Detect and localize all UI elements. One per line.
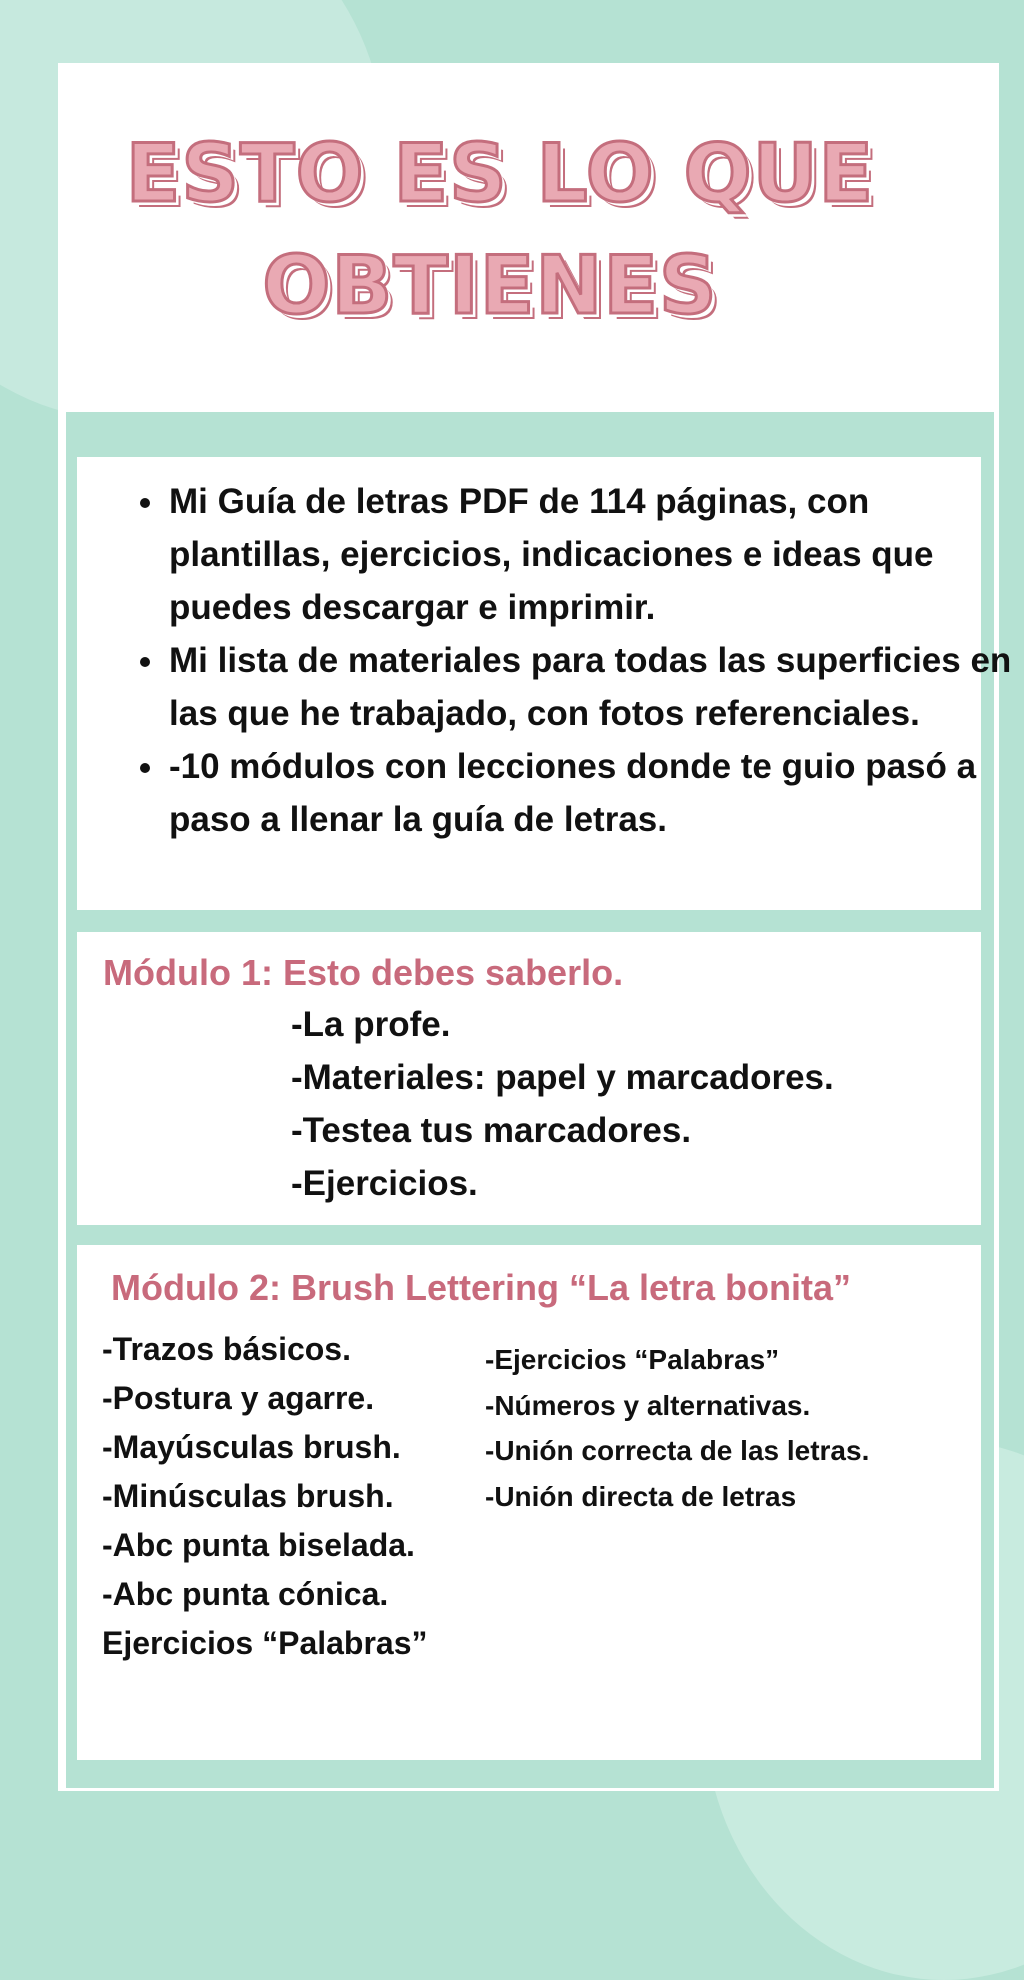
list-item: -Unión correcta de las letras. bbox=[485, 1435, 870, 1466]
list-item: -Minúsculas brush. bbox=[102, 1478, 394, 1514]
list-item: -Trazos básicos. bbox=[102, 1331, 351, 1367]
included-items-panel bbox=[77, 457, 1012, 910]
list-item: -Ejercicios “Palabras” bbox=[485, 1344, 780, 1375]
list-item: -Unión directa de letras bbox=[485, 1480, 797, 1512]
list-item: Ejercicios “Palabras” bbox=[102, 1625, 428, 1661]
list-item: -La profe. bbox=[291, 1005, 451, 1044]
list-item: -Abc punta biselada. bbox=[102, 1527, 415, 1563]
included-items-list bbox=[77, 475, 1024, 846]
module-1-title: Módulo 1: Esto debes saberlo. bbox=[103, 952, 624, 993]
module-2-left-column bbox=[102, 1325, 428, 1668]
list-item: -Números y alternativas. bbox=[485, 1389, 811, 1421]
list-item: • -10 módulos con lecciones donde te guio pasó a paso a llenar la guía de letras. bbox=[167, 740, 1024, 846]
list-item: -Ejercicios. bbox=[291, 1164, 478, 1203]
module-2-right-column bbox=[485, 1337, 869, 1519]
list-item: -Postura y agarre. bbox=[102, 1380, 375, 1416]
list-item: -Abc punta cónica. bbox=[102, 1576, 389, 1612]
module-2-panel bbox=[77, 1245, 981, 1760]
module-2-title: Módulo 2: Brush Lettering “La letra bonita” bbox=[111, 1267, 852, 1308]
title-line-2: OBTIENES bbox=[262, 239, 718, 332]
page-title bbox=[70, 118, 930, 342]
title-line-1: ESTO ES LO QUE bbox=[125, 127, 875, 220]
list-item: -Materiales: papel y marcadores. bbox=[291, 1058, 834, 1097]
module-1-list bbox=[291, 998, 834, 1210]
list-item: • Mi Guía de letras PDF de 114 páginas, con plantillas, ejercicios, indicaciones e ideas que puedes descargar e imprimir. bbox=[167, 475, 1024, 634]
list-item: -Mayúsculas brush. bbox=[102, 1429, 401, 1465]
module-1-panel bbox=[77, 932, 981, 1225]
list-item: • Mi lista de materiales para todas las superficies en las que he trabajado, con fotos referenciales. bbox=[167, 634, 1024, 740]
list-item: -Testea tus marcadores. bbox=[291, 1111, 692, 1150]
